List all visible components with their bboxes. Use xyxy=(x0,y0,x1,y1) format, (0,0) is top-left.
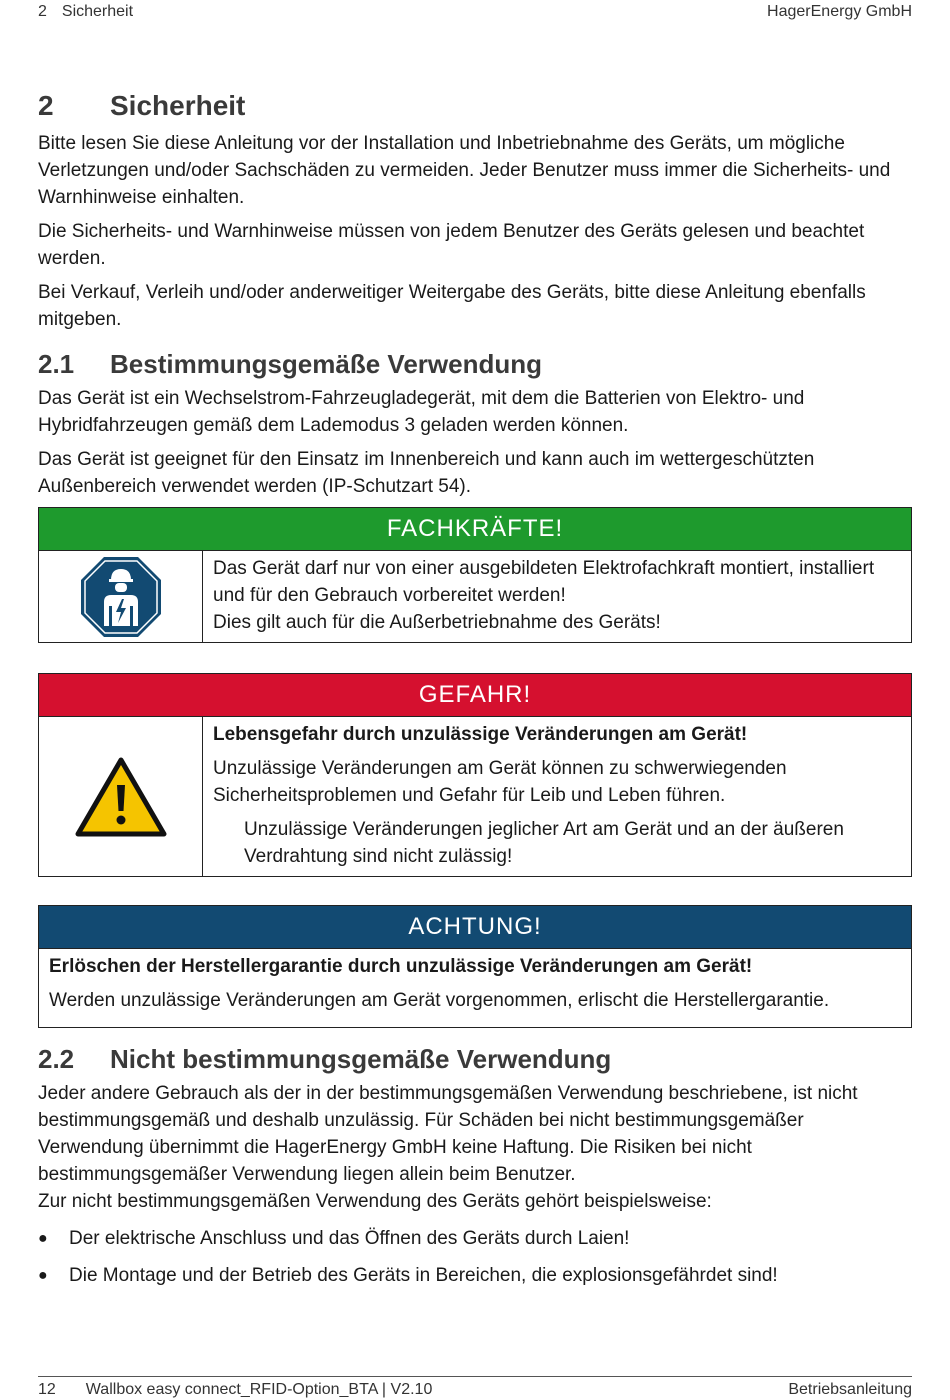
notice-heading: FACHKRÄFTE! xyxy=(39,508,911,551)
list-item xyxy=(38,1225,912,1252)
header-chapter-number: 2 xyxy=(38,3,47,20)
electrician-icon xyxy=(39,551,203,642)
notice-gefahr xyxy=(38,673,912,877)
section-number: 2 xyxy=(38,90,54,121)
section-title: Nicht bestimmungsgemäße Verwendung xyxy=(110,1044,612,1074)
paragraph: Die Sicherheits- und Warnhinweise müssen von jedem Benutzer des Geräts gelesen und beachtet werden. xyxy=(38,221,865,269)
notice-fachkraefte xyxy=(38,507,912,643)
section-title: Bestimmungsgemäße Verwendung xyxy=(110,349,542,379)
notice-heading: ACHTUNG! xyxy=(39,906,911,949)
paragraph: Bei Verkauf, Verleih und/oder anderweitiger Weitergabe des Geräts, bitte diese Anleitung ebenfalls mitgeben. xyxy=(38,282,866,330)
notice-title: Erlöschen der Herstellergarantie durch unzulässige Veränderungen am Gerät! xyxy=(49,956,753,977)
paragraph: Zur nicht bestimmungsgemäßen Verwendung des Geräts gehört beispielsweise: xyxy=(38,1191,712,1212)
footer-page-number: 12 xyxy=(38,1381,56,1398)
paragraph: Jeder andere Gebrauch als der in der bestimmungsgemäßen Verwendung beschriebene, ist nicht bestimmungsgemäß und deshalb unzulässig. Für Schäden bei nicht bestimmungsgemäßer Verwendung übernimmt die HagerEnergy GmbH keine Haftung. Die Risiken bei nicht bestimmungsgemäßer Verwendung liegen allein beim Benutzer. xyxy=(38,1083,858,1185)
bullet-icon: ● xyxy=(38,1267,48,1284)
action-text: Unzulässige Veränderungen jeglicher Art am Gerät und an der äußeren Verdrahtung sind nicht zulässig! xyxy=(244,819,844,867)
notice-text: Unzulässige Veränderungen am Gerät können zu schwerwiegenden Sicherheitsproblemen und Gefahr für Leib und Leben führen. xyxy=(213,758,787,806)
notice-text: Das Gerät darf nur von einer ausgebildeten Elektrofachkraft montiert, installiert und für den Gebrauch vorbereitet werden! xyxy=(213,558,875,606)
list-item-text: Die Montage und der Betrieb des Geräts in Bereichen, die explosionsgefährdet sind! xyxy=(69,1265,778,1286)
header-company: HagerEnergy GmbH xyxy=(767,3,912,20)
header-chapter-title: Sicherheit xyxy=(61,3,134,20)
notice-achtung xyxy=(38,905,912,1028)
page-content xyxy=(38,88,912,1299)
list-item xyxy=(38,1262,912,1289)
section-heading-2-1 xyxy=(38,347,912,381)
paragraph: Das Gerät ist ein Wechselstrom-Fahrzeugladegerät, mit dem die Batterien von Elektro- und Hybridfahrzeugen gemäß dem Lademodus 3 geladen werden können. xyxy=(38,388,805,436)
section-number: 2.2 xyxy=(38,1044,75,1074)
paragraph: Das Gerät ist geeignet für den Einsatz im Innenbereich und kann auch im wettergeschützten Außenbereich verwendet werden (IP-Schutzart 54). xyxy=(38,449,815,497)
list-item-text: Der elektrische Anschluss und das Öffnen des Geräts durch Laien! xyxy=(69,1228,630,1249)
footer-document-title: Wallbox easy connect_RFID-Option_BTA | V2.10 xyxy=(85,1381,433,1398)
header-chapter xyxy=(38,2,133,22)
section-number: 2.1 xyxy=(38,349,75,379)
footer-doc-type: Betriebsanleitung xyxy=(788,1381,912,1398)
bullet-icon: ● xyxy=(38,1230,48,1247)
notice-text: Dies gilt auch für die Außerbetriebnahme des Geräts! xyxy=(213,612,661,633)
section-heading-2-2 xyxy=(38,1042,912,1076)
warning-triangle-icon xyxy=(39,717,203,876)
section-heading-2 xyxy=(38,88,912,124)
arrow-right-icon xyxy=(213,816,244,870)
paragraph: Bitte lesen Sie diese Anleitung vor der Installation und Inbetriebnahme des Geräts, um mögliche Verletzungen und/oder Sachschäden zu vermeiden. Jeder Benutzer muss immer die Sicherheits- und Warnhinweise einhalten. xyxy=(38,133,891,208)
page-footer xyxy=(38,1376,912,1400)
section-title: Sicherheit xyxy=(110,90,246,121)
action-item xyxy=(213,816,901,870)
notice-text: Werden unzulässige Veränderungen am Gerät vorgenommen, erlischt die Herstellergarantie. xyxy=(49,990,830,1011)
bullet-list xyxy=(38,1225,912,1289)
page-header xyxy=(38,2,912,22)
notice-title: Lebensgefahr durch unzulässige Veränderungen am Gerät! xyxy=(213,724,748,745)
notice-heading: GEFAHR! xyxy=(39,674,911,717)
